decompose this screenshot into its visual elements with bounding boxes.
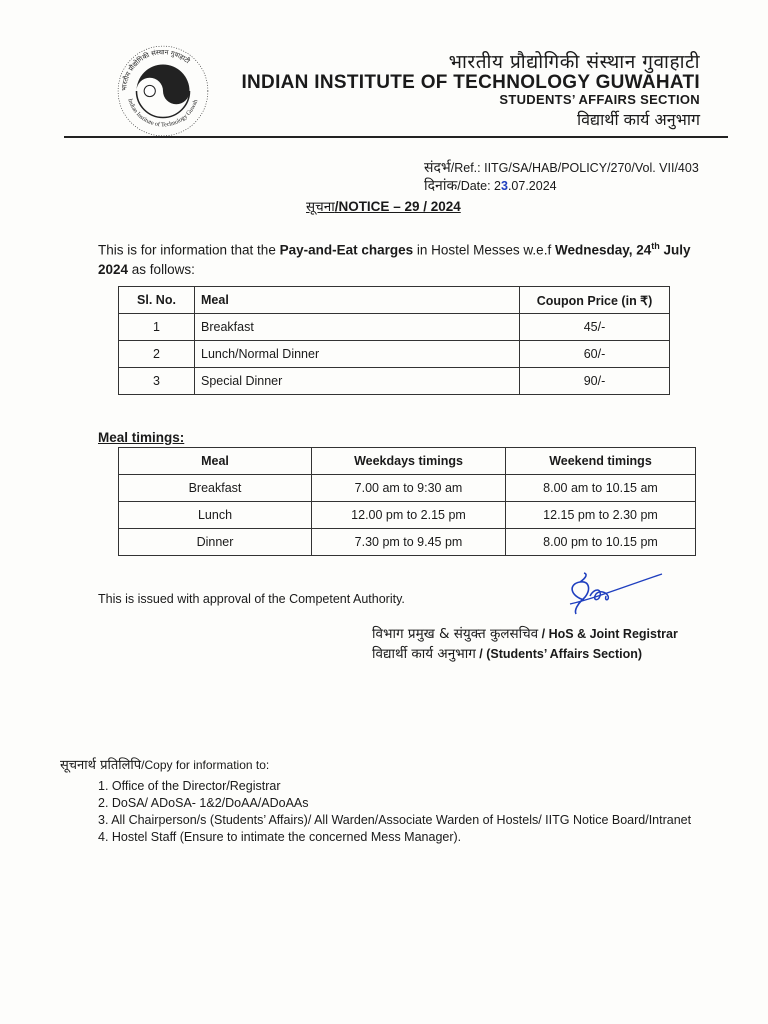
table-row xyxy=(119,529,696,556)
table-header-row xyxy=(119,287,670,314)
notice-date xyxy=(424,176,557,195)
table-row xyxy=(119,341,670,368)
signature xyxy=(556,570,666,620)
table-row xyxy=(119,502,696,529)
designation-english: / HoS & Joint Registrar xyxy=(538,627,678,641)
section-hindi: विद्यार्थी कार्य अनुभाग xyxy=(372,646,476,662)
intro-bold-charges: Pay-and-Eat charges xyxy=(279,242,414,258)
table-cell: 12.00 pm to 2.15 pm xyxy=(312,502,506,529)
copy-label-english: /Copy for information to: xyxy=(141,758,270,772)
list-item: 1. Office of the Director/Registrar xyxy=(98,779,281,793)
section-name-english: STUDENTS’ AFFAIRS SECTION xyxy=(499,92,700,107)
ref-text: /Ref.: IITG/SA/HAB/POLICY/270/Vol. VII/403 xyxy=(450,161,699,175)
date-rest: .07.2024 xyxy=(507,179,557,193)
table-cell: Special Dinner xyxy=(195,368,520,395)
signatory-section xyxy=(372,644,642,662)
list-item: 2. DoSA/ ADoSA- 1&2/DoAA/ADoAAs xyxy=(98,796,309,810)
ref-label-hindi: संदर्भ xyxy=(424,160,451,176)
intro-date-suffix: th xyxy=(651,241,660,251)
approval-statement: This is issued with approval of the Competent Authority. xyxy=(98,592,405,606)
intro-paragraph xyxy=(98,237,718,279)
table-cell: 60/- xyxy=(520,341,670,368)
intro-bold-month: July 2024 xyxy=(98,242,691,277)
table-row xyxy=(119,368,670,395)
table-cell: 1 xyxy=(119,314,195,341)
copy-recipients-list xyxy=(98,778,691,846)
intro-bold-date: Wednesday, 24 xyxy=(554,242,652,258)
date-label: /Date: 2 xyxy=(457,179,501,193)
table-cell: Breakfast xyxy=(195,314,520,341)
signatory-designation xyxy=(372,624,678,642)
intro-text: as follows: xyxy=(128,261,195,277)
designation-hindi: विभाग प्रमुख & संयुक्त कुलसचिव xyxy=(372,626,539,642)
date-handwritten-digit: 3 xyxy=(501,179,508,193)
table-cell: 7.30 pm to 9.45 pm xyxy=(312,529,506,556)
section-english: / (Students’ Affairs Section) xyxy=(475,647,643,661)
table-cell: 8.00 pm to 10.15 pm xyxy=(506,529,696,556)
meal-timings-heading: Meal timings: xyxy=(98,430,185,445)
list-item: 4. Hostel Staff (Ensure to intimate the concerned Mess Manager). xyxy=(98,830,462,844)
meal-timings-table xyxy=(118,447,696,556)
svg-text:भारतीय प्रौद्योगिकी संस्थान गु: भारतीय प्रौद्योगिकी संस्थान गुवाहाटी xyxy=(120,48,192,92)
table-cell: 3 xyxy=(119,368,195,395)
column-header: Sl. No. xyxy=(119,287,195,314)
column-header: Meal xyxy=(195,287,520,314)
notice-title xyxy=(306,197,461,215)
institute-name-hindi: भारतीय प्रौद्योगिकी संस्थान गुवाहाटी xyxy=(448,51,700,73)
table-cell: Lunch xyxy=(119,502,312,529)
column-header: Weekdays timings xyxy=(312,448,506,475)
section-name-hindi: विद्यार्थी कार्य अनुभाग xyxy=(576,110,700,129)
table-cell: 45/- xyxy=(520,314,670,341)
table-cell: 2 xyxy=(119,341,195,368)
table-row xyxy=(119,475,696,502)
table-cell: 7.00 am to 9:30 am xyxy=(312,475,506,502)
coupon-price-table xyxy=(118,286,670,395)
table-cell: Breakfast xyxy=(119,475,312,502)
header-divider xyxy=(64,136,728,138)
copy-label-hindi: सूचनार्थ प्रतिलिपि xyxy=(60,758,142,773)
notice-number: /NOTICE – 29 / 2024 xyxy=(334,199,461,214)
column-header: Meal xyxy=(119,448,312,475)
reference-number xyxy=(424,158,699,177)
table-cell: Lunch/Normal Dinner xyxy=(195,341,520,368)
notice-label-hindi: सूचना xyxy=(306,199,335,215)
institute-logo xyxy=(112,40,214,142)
intro-text: in Hostel Messes w.e.f xyxy=(413,242,555,258)
table-cell: 12.15 pm to 2.30 pm xyxy=(506,502,696,529)
date-label-hindi: दिनांक xyxy=(424,178,458,194)
institute-name-english: INDIAN INSTITUTE OF TECHNOLOGY GUWAHATI xyxy=(241,72,700,93)
table-cell: 8.00 am to 10.15 am xyxy=(506,475,696,502)
table-row xyxy=(119,314,670,341)
intro-text: This is for information that the xyxy=(98,242,280,258)
table-header-row xyxy=(119,448,696,475)
column-header: Weekend timings xyxy=(506,448,696,475)
copy-to-heading xyxy=(60,755,269,773)
svg-text:Indian Institute of Technology: Indian Institute of Technology Guwah xyxy=(126,98,200,129)
table-cell: 90/- xyxy=(520,368,670,395)
column-header: Coupon Price (in ₹) xyxy=(520,287,670,314)
list-item: 3. All Chairperson/s (Students’ Affairs)/ All Warden/Associate Warden of Hostels/ IITG Notice Board/Intranet xyxy=(98,813,692,827)
table-cell: Dinner xyxy=(119,529,312,556)
